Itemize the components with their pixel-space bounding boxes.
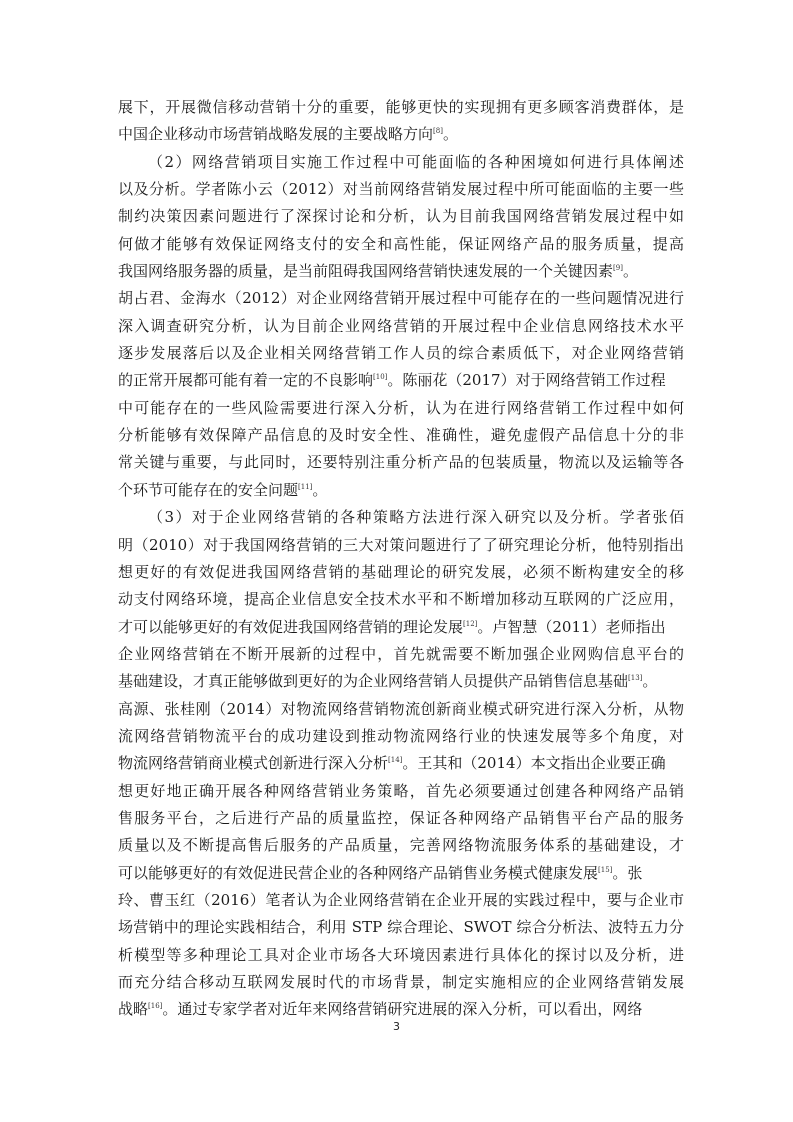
line-text: 中国企业移动市场营销战略发展的主要战略方向 xyxy=(118,125,434,144)
text-line xyxy=(118,942,684,969)
text-line xyxy=(118,176,684,203)
text-line xyxy=(118,395,684,422)
citation-ref: [15] xyxy=(598,865,613,874)
text-line xyxy=(118,559,684,586)
line-tail-text: 。 xyxy=(622,262,638,281)
line-text: 我国网络服务器的质量，是当前阻碍我国网络营销快速发展的一个关键因素 xyxy=(118,262,614,281)
line-text: 才可以能够更好的有效促进我国网络营销的理论发展 xyxy=(118,617,464,636)
line-tail-text: 。张 xyxy=(612,863,643,882)
line-tail-text: 。通过专家学者对近年来网络营销研究进展的深入分析，可以看出，网络 xyxy=(162,1000,643,1019)
line-text: 常关键与重要，与此同时，还要特别注重分析产品的包装质量，物流以及运输等各 xyxy=(118,453,684,472)
text-line xyxy=(118,203,684,230)
citation-ref: [14] xyxy=(388,756,403,765)
line-text: 想更好地正确开展各种网络营销业务策略，首先必须要通过创建各种网络产品销 xyxy=(118,781,684,800)
line-text: 中可能存在的一些风险需要进行深入分析，认为在进行网络营销工作过程中如何 xyxy=(118,398,684,417)
text-line xyxy=(118,860,684,887)
line-tail-text: 。卢智慧（2011）老师指出 xyxy=(477,617,666,636)
text-line xyxy=(118,340,684,367)
line-text: 而充分结合移动互联网发展时代的市场背景，制定实施相应的企业网络营销发展 xyxy=(118,973,684,991)
text-line xyxy=(118,504,684,531)
text-line xyxy=(118,586,684,613)
citation-ref: [16] xyxy=(148,1002,163,1011)
text-line xyxy=(118,422,684,449)
text-line xyxy=(118,668,684,695)
line-text: 个环节可能存在的安全问题 xyxy=(118,480,299,499)
line-text: 高源、张桂刚（2014）对物流网络营销物流创新商业模式研究进行深入分析，从物 xyxy=(118,699,684,718)
text-line xyxy=(118,313,684,340)
line-text: 制约决策因素问题进行了深探讨论和分析，认为目前我国网络营销发展过程中如 xyxy=(118,207,684,226)
line-text: 流网络营销物流平台的成功建设到推动物流网络行业的快速发展等多个角度，对 xyxy=(118,726,684,745)
text-line xyxy=(118,969,684,996)
line-text: 售服务平台，之后进行产品的质量监控，保证各种网络产品销售平台产品的服务 xyxy=(118,808,684,827)
line-text: 何做才能够有效保证网络支付的安全和高性能，保证网络产品的服务质量，提高 xyxy=(118,234,684,253)
line-tail-text: 。陈丽花（2017）对于网络营销工作过程 xyxy=(387,371,666,390)
text-line xyxy=(118,449,684,476)
line-text: 析模型等多种理论工具对企业市场各大环境因素进行具体化的探讨以及分析，进 xyxy=(118,945,684,964)
line-text: （3）对于企业网络营销的各种策略方法进行深入研究以及分析。学者张佰 xyxy=(148,508,684,527)
text-line xyxy=(118,477,684,504)
line-text: 物流网络营销商业模式创新进行深入分析 xyxy=(118,754,389,773)
text-line xyxy=(118,258,684,285)
text-line xyxy=(118,614,684,641)
line-tail-text: 。 xyxy=(442,125,458,144)
line-text: 逐步发展落后以及企业相关网络营销工作人员的综合素质低下，对企业网络营销 xyxy=(118,344,684,363)
line-text: 明（2010）对于我国网络营销的三大对策问题进行了了研究理论分析，他特别指出 xyxy=(118,535,684,554)
text-line xyxy=(118,367,684,394)
line-text: 深入调查研究分析，认为目前企业网络营销的开展过程中企业信息网络技术水平 xyxy=(118,316,684,335)
citation-ref: [13] xyxy=(628,674,643,683)
text-line xyxy=(118,121,684,148)
citation-ref: [10] xyxy=(373,373,388,382)
text-line xyxy=(118,723,684,750)
line-text: 以及分析。学者陈小云（2012）对当前网络营销发展过程中所可能面临的主要一些 xyxy=(118,180,684,199)
citation-ref: [12] xyxy=(463,619,478,628)
text-line xyxy=(118,532,684,559)
line-text: （2）网络营销项目实施工作过程中可能面临的各种困境如何进行具体阐述 xyxy=(148,152,684,171)
line-text: 可以能够更好的有效促进民营企业的各种网络产品销售业务模式健康发展 xyxy=(118,863,599,882)
line-text: 场营销中的理论实践相结合，利用 STP 综合理论、SWOT 综合分析法、波特五力分 xyxy=(118,918,684,937)
text-line xyxy=(118,750,684,777)
line-tail-text: 。 xyxy=(312,480,328,499)
text-line xyxy=(118,285,684,312)
text-line xyxy=(118,832,684,859)
text-line xyxy=(118,778,684,805)
text-line xyxy=(118,94,684,121)
line-text: 企业网络营销在不断开展新的过程中，首先就需要不断加强企业网购信息平台的 xyxy=(118,644,684,663)
page-number: 3 xyxy=(393,1020,400,1033)
line-tail-text: 。 xyxy=(642,672,658,691)
text-line xyxy=(118,641,684,668)
line-text: 质量以及不断提高售后服务的产品质量，完善网络物流服务体系的基础建设，才 xyxy=(118,836,684,855)
text-line xyxy=(118,696,684,723)
text-line xyxy=(118,805,684,832)
citation-ref: [9] xyxy=(613,264,623,273)
line-text: 动支付网络环境，提高企业信息安全技术水平和不断增加移动互联网的广泛应用， xyxy=(118,590,684,609)
line-text: 基础建设，才真正能够做到更好的为企业网络营销人员提供产品销售信息基础 xyxy=(118,672,629,691)
line-text: 展下，开展微信移动营销十分的重要，能够更快的实现拥有更多顾客消费群体，是 xyxy=(118,98,684,116)
text-line xyxy=(118,914,684,941)
line-text: 分析能够有效保障产品信息的及时安全性、准确性，避免虚假产品信息十分的非 xyxy=(118,426,684,445)
citation-ref: [8] xyxy=(433,127,443,136)
line-text: 胡占君、金海水（2012）对企业网络营销开展过程中可能存在的一些问题情况进行 xyxy=(118,289,684,308)
line-text: 玲、曹玉红（2016）笔者认为企业网络营销在企业开展的实践过程中，要与企业市 xyxy=(118,890,684,909)
citation-ref: [11] xyxy=(298,482,313,491)
text-line xyxy=(118,231,684,258)
line-tail-text: 。王其和（2014）本文指出企业要正确 xyxy=(402,754,666,773)
text-line xyxy=(118,887,684,914)
line-text: 的正常开展都可能有着一定的不良影响 xyxy=(118,371,374,390)
body-text xyxy=(118,94,684,1024)
text-line xyxy=(118,149,684,176)
line-text: 战略 xyxy=(118,1000,149,1019)
line-text: 想更好的有效促进我国网络营销的基础理论的研究发展，必须不断构建安全的移 xyxy=(118,562,684,581)
